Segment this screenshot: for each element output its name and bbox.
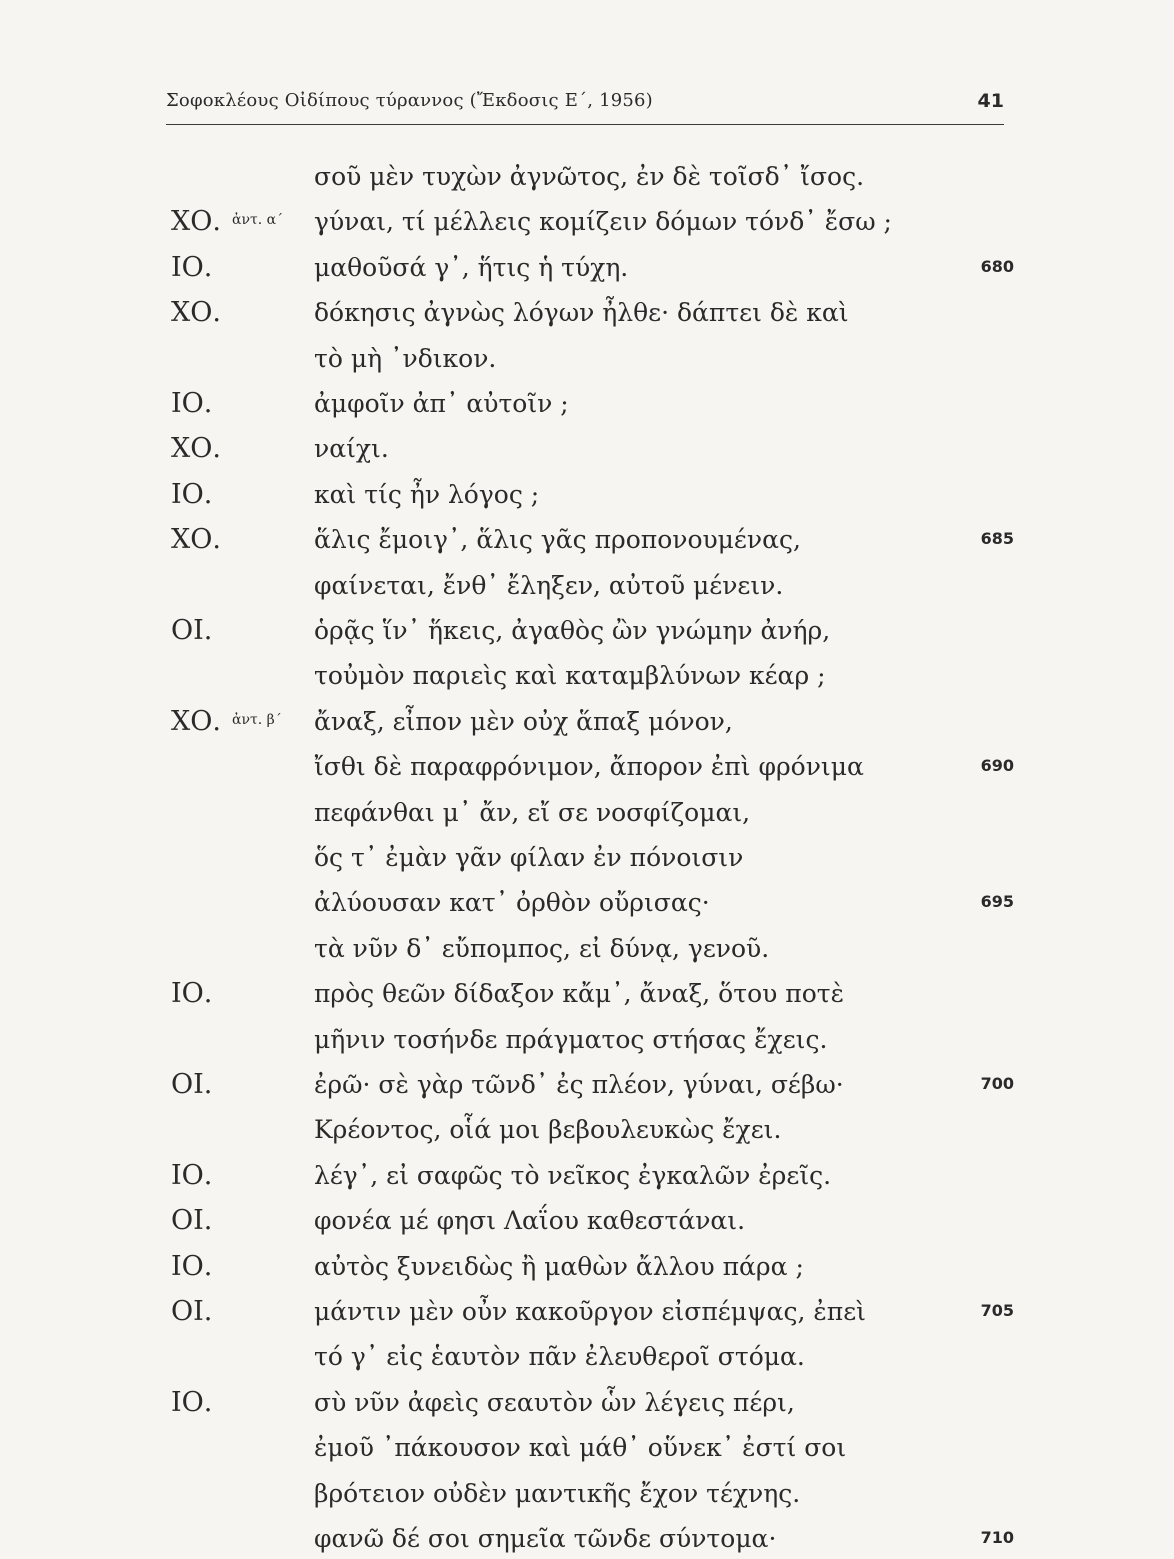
speaker-label: ΟΙ. [171,1296,213,1327]
verse-line [0,384,1174,424]
verse-line [0,157,1174,197]
verse-line [0,747,1174,787]
verse-line [0,566,1174,606]
speaker-label: ΟΙ. [171,615,213,646]
verse-text: ἀλύουσαν κατ᾽ ὀρθὸν οὔρισας· [314,888,710,917]
verse-line [0,1020,1174,1060]
verse-line [0,838,1174,878]
line-number: 710 [980,1528,1014,1547]
verse-line [0,1519,1174,1559]
verse-text: τό γ᾽ εἰς ἑαυτὸν πᾶν ἐλευθεροῖ στόμα. [314,1342,805,1371]
verse-line [0,974,1174,1014]
verse-line [0,883,1174,923]
speaker-label: ΧΟ. [171,524,221,555]
verse-line [0,1474,1174,1514]
verse-text: φονέα μέ φησι Λαΐου καθεστάναι. [314,1206,746,1235]
verse-text: πρὸς θεῶν δίδαξον κἄμ᾽, ἄναξ, ὅτου ποτὲ [314,979,844,1008]
verse-line [0,202,1174,242]
speaker-label: ΟΙ. [171,1205,213,1236]
speaker-label: ΙΟ. [171,1387,213,1418]
verse-text: ἄναξ, εἶπον μὲν οὐχ ἅπαξ μόνον, [314,707,733,736]
verse-text: ἐμοῦ ᾽πάκουσον καὶ μάθ᾽ οὕνεκ᾽ ἐστί σοι [314,1433,847,1462]
verse-line [0,656,1174,696]
verse-line [0,475,1174,515]
verse-line [0,1065,1174,1105]
speaker-label: ΙΟ. [171,1251,213,1282]
verse-line [0,1110,1174,1150]
speaker-label: ΙΟ. [171,1160,213,1191]
verse-line [0,929,1174,969]
verse-line [0,339,1174,379]
verse-line [0,793,1174,833]
speaker-label: ΙΟ. [171,479,213,510]
line-number: 680 [980,257,1014,276]
verse-text: ἴσθι δὲ παραφρόνιμον, ἄπορον ἐπὶ φρόνιμα [314,752,864,781]
running-title: Σοφοκλέους Οἰδίπους τύραννος (Ἔκδοσις Ε΄, 1956) [166,90,653,111]
page-header [166,88,1004,125]
verse-text: φανῶ δέ σοι σημεῖα τῶνδε σύντομα· [314,1524,777,1553]
verse-line [0,248,1174,288]
verse-text: Κρέοντος, οἷά μοι βεβουλευκὼς ἔχει. [314,1115,782,1144]
verse-text: ἅλις ἔμοιγ᾽, ἅλις γᾶς προπονουμένας, [314,525,801,554]
verse-text: τὸ μὴ ᾽νδικον. [314,344,497,373]
verse-line [0,429,1174,469]
line-number: 700 [980,1074,1014,1093]
line-number: 695 [980,892,1014,911]
verse-text: τὰ νῦν δ᾽ εὔπομπος, εἰ δύνᾳ, γενοῦ. [314,934,770,963]
verse-text: καὶ τίς ἦν λόγος ; [314,480,540,509]
verse-text: σὺ νῦν ἀφεὶς σεαυτὸν ὧν λέγεις πέρι, [314,1388,795,1417]
verse-line [0,1383,1174,1423]
verse-line [0,1428,1174,1468]
speaker-label: ΟΙ. [171,1069,213,1100]
verse-text: γύναι, τί μέλλεις κομίζειν δόμων τόνδ᾽ ἔσω ; [314,207,892,236]
verse-text: σοῦ μὲν τυχὼν ἀγνῶτος, ἐν δὲ τοῖσδ᾽ ἴσος. [314,162,865,191]
line-number: 690 [980,756,1014,775]
speaker-label: ΧΟ. [171,206,221,237]
line-number: 685 [980,529,1014,548]
verse-text: μαθοῦσά γ᾽, ἥτις ἡ τύχη. [314,253,629,282]
speaker-label: ΙΟ. [171,388,213,419]
verse-line [0,1247,1174,1287]
line-number: 705 [980,1301,1014,1320]
speaker-label: ΙΟ. [171,978,213,1009]
verse-text: αὐτὸς ξυνειδὼς ἢ μαθὼν ἄλλου πάρα ; [314,1252,804,1281]
antistrophe-marker: ἀντ. α΄ [232,212,284,228]
verse-text: πεφάνθαι μ᾽ ἄν, εἴ σε νοσφίζομαι, [314,798,751,827]
verse-text: ὁρᾷς ἵν᾽ ἥκεις, ἀγαθὸς ὢν γνώμην ἀνήρ, [314,616,831,645]
verse-text: μάντιν μὲν οὖν κακοῦργον εἰσπέμψας, ἐπεὶ [314,1297,866,1326]
verse-text: τοὐμὸν παριεὶς καὶ καταμβλύνων κέαρ ; [314,661,826,690]
speaker-label: ΧΟ. [171,433,221,464]
verse-line [0,1156,1174,1196]
verse-text: δόκησις ἀγνὼς λόγων ἦλθε· δάπτει δὲ καὶ [314,298,849,327]
speaker-label: ΙΟ. [171,252,213,283]
verse-text: φαίνεται, ἔνθ᾽ ἔληξεν, αὐτοῦ μένειν. [314,571,784,600]
verse-text: ἐρῶ· σὲ γὰρ τῶνδ᾽ ἐς πλέον, γύναι, σέβω· [314,1070,844,1099]
verse-text: ναίχι. [314,434,389,463]
verse-text: ὅς τ᾽ ἐμὰν γᾶν φίλαν ἐν πόνοισιν [314,843,744,872]
verse-text: βρότειον οὐδὲν μαντικῆς ἔχον τέχνης. [314,1479,801,1508]
speaker-label: ΧΟ. [171,706,221,737]
verse-line [0,1337,1174,1377]
verse-line [0,611,1174,651]
verse-text: ἀμφοῖν ἀπ᾽ αὐτοῖν ; [314,389,569,418]
verse-line [0,293,1174,333]
verse-line [0,1292,1174,1332]
verse-text: μῆνιν τοσήνδε πράγματος στήσας ἔχεις. [314,1025,828,1054]
verse-line [0,702,1174,742]
verse-line [0,520,1174,560]
antistrophe-marker: ἀντ. β΄ [232,712,282,728]
speaker-label: ΧΟ. [171,297,221,328]
page-number: 41 [977,90,1004,112]
verse-text: λέγ᾽, εἰ σαφῶς τὸ νεῖκος ἐγκαλῶν ἐρεῖς. [314,1161,832,1190]
verse-line [0,1201,1174,1241]
